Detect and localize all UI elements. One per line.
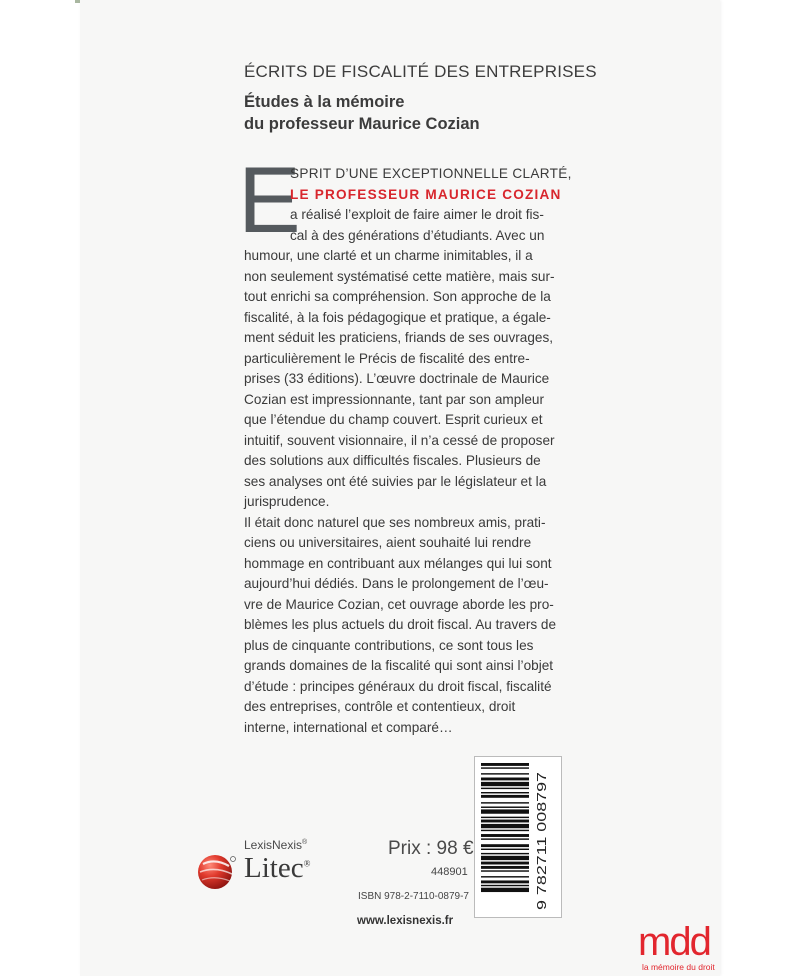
imprint-name-text: Litec xyxy=(244,852,304,884)
blurb-highlight-name: LE PROFESSEUR MAURICE COZIAN xyxy=(290,186,562,202)
barcode-bar xyxy=(481,830,529,831)
imprint-name xyxy=(244,852,310,885)
publisher-brand-name: LexisNexis xyxy=(244,838,303,852)
blurb-line: hommage en contribuant aux mélanges qui lui sont xyxy=(244,555,552,571)
barcode-bar xyxy=(481,838,529,839)
blurb-line: vre de Maurice Cozian, cet ouvrage aborde les pro- xyxy=(244,596,554,612)
blurb-line: particulièrement le Précis de fiscalité des entre- xyxy=(244,350,530,366)
blurb-line: ciens ou universitaires, aient souhaité lui rendre xyxy=(244,535,532,550)
mdd-watermark-logo xyxy=(638,922,710,962)
barcode-bar xyxy=(481,870,529,871)
book-subtitle xyxy=(244,91,480,135)
barcode-bar xyxy=(481,849,529,850)
blurb-line: Il était donc naturel que ses nombreux amis, prati- xyxy=(244,514,546,530)
blurb-line: ses analyses ont été suivies par le législateur et la xyxy=(244,473,547,489)
barcode-bar xyxy=(481,788,529,789)
barcode-bar xyxy=(481,792,529,793)
barcode-bar xyxy=(481,782,529,786)
barcode-bar xyxy=(481,763,529,766)
blurb-line: cal à des générations d’étudiants. Avec un xyxy=(290,227,545,243)
barcode-digits xyxy=(530,770,552,912)
barcode-bar xyxy=(481,820,529,823)
barcode-bar xyxy=(481,809,529,813)
barcode-bar xyxy=(481,876,529,877)
blurb-line: fiscalité, à la fois pédagogique et pratique, a égale- xyxy=(244,309,551,325)
barcode-digits-text: 9 782711 008797 xyxy=(534,809,549,910)
publisher-brand-mark: ® xyxy=(302,839,308,846)
isbn-number: ISBN 978-2-7110-0879-7 xyxy=(358,891,469,902)
barcode-bar xyxy=(481,880,529,883)
blurb-line: blèmes les plus actuels du droit fiscal. Au travers de xyxy=(244,617,557,632)
blurb-line: a réalisé l’exploit de faire aimer le droit fis- xyxy=(290,207,544,222)
blurb-line: interne, international et comparé… xyxy=(244,719,453,735)
blurb-line: des solutions aux difficultés fiscales. Plusieurs de xyxy=(244,453,541,468)
blurb-line: SPRIT D’UNE EXCEPTIONNELLE CLARTÉ, xyxy=(290,166,572,181)
book-title: ÉCRITS DE FISCALITÉ DES ENTREPRISES xyxy=(244,62,597,81)
price-label: Prix : 98 € xyxy=(388,838,474,859)
barcode-bar xyxy=(481,778,529,781)
barcode-bar xyxy=(481,834,529,837)
blurb-line: tout enrichi sa compréhension. Son approche de la xyxy=(244,289,551,304)
mdd-logo-text: mdd xyxy=(638,920,710,964)
barcode-bar xyxy=(481,817,529,818)
litec-sphere-logo-icon xyxy=(195,850,239,894)
subtitle-line-2: du professeur Maurice Cozian xyxy=(244,115,480,133)
barcode-bar xyxy=(481,802,529,803)
mdd-tagline: la mémoire du droit xyxy=(642,962,715,972)
barcode-bar xyxy=(481,807,529,808)
blurb-line: des entreprises, contrôle et contentieux, droit xyxy=(244,699,516,714)
blurb-line: jurisprudence. xyxy=(244,494,330,509)
drop-cap-letter: E xyxy=(238,147,301,252)
blurb-line: intuitif, souvent visionnaire, il n’a cessé de proposer xyxy=(244,432,555,448)
blurb-line: d’étude : principes généraux du droit fiscal, fiscalité xyxy=(244,678,552,694)
blurb-line: humour, une clarté et un charme inimitables, il a xyxy=(244,248,533,263)
subtitle-line-1: Études à la mémoire xyxy=(244,93,405,111)
barcode-bar xyxy=(481,885,529,886)
product-code: 448901 xyxy=(431,866,468,878)
barcode-bar xyxy=(481,844,529,847)
blurb-line: ment séduit les praticiens, friands de ses ouvrages, xyxy=(244,330,554,345)
barcode-bar xyxy=(481,856,529,860)
blurb-line: grands domaines de la fiscalité qui sont ainsi l’objet xyxy=(244,658,554,673)
imprint-name-mark: ® xyxy=(303,858,311,869)
blurb-line: plus de cinquante contributions, ce sont tous les xyxy=(244,637,534,653)
barcode-bar xyxy=(481,773,529,774)
blurb-line: aujourd’hui dédiés. Dans le prolongement de l’œu- xyxy=(244,576,549,591)
barcode-bar xyxy=(481,888,529,892)
blurb-line: non seulement systématisé cette matière, mais sur- xyxy=(244,268,555,284)
blurb-line: Cozian est impressionnante, tant par son ampleur xyxy=(244,391,544,407)
blurb-line: que l’étendue du champ couvert. Esprit curieux et xyxy=(244,412,543,427)
barcode-bar xyxy=(481,795,529,798)
barcode-bar xyxy=(481,866,529,869)
barcode-bar xyxy=(481,767,529,768)
blurb-line: prises (33 éditions). L’œuvre doctrinale de Maurice xyxy=(244,371,550,386)
barcode-bar xyxy=(481,853,529,854)
blurb-text xyxy=(244,164,572,738)
barcode-bar xyxy=(481,824,529,828)
publisher-website: www.lexisnexis.fr xyxy=(357,915,454,927)
publisher-brand xyxy=(244,838,307,852)
barcode-bar xyxy=(481,862,529,865)
